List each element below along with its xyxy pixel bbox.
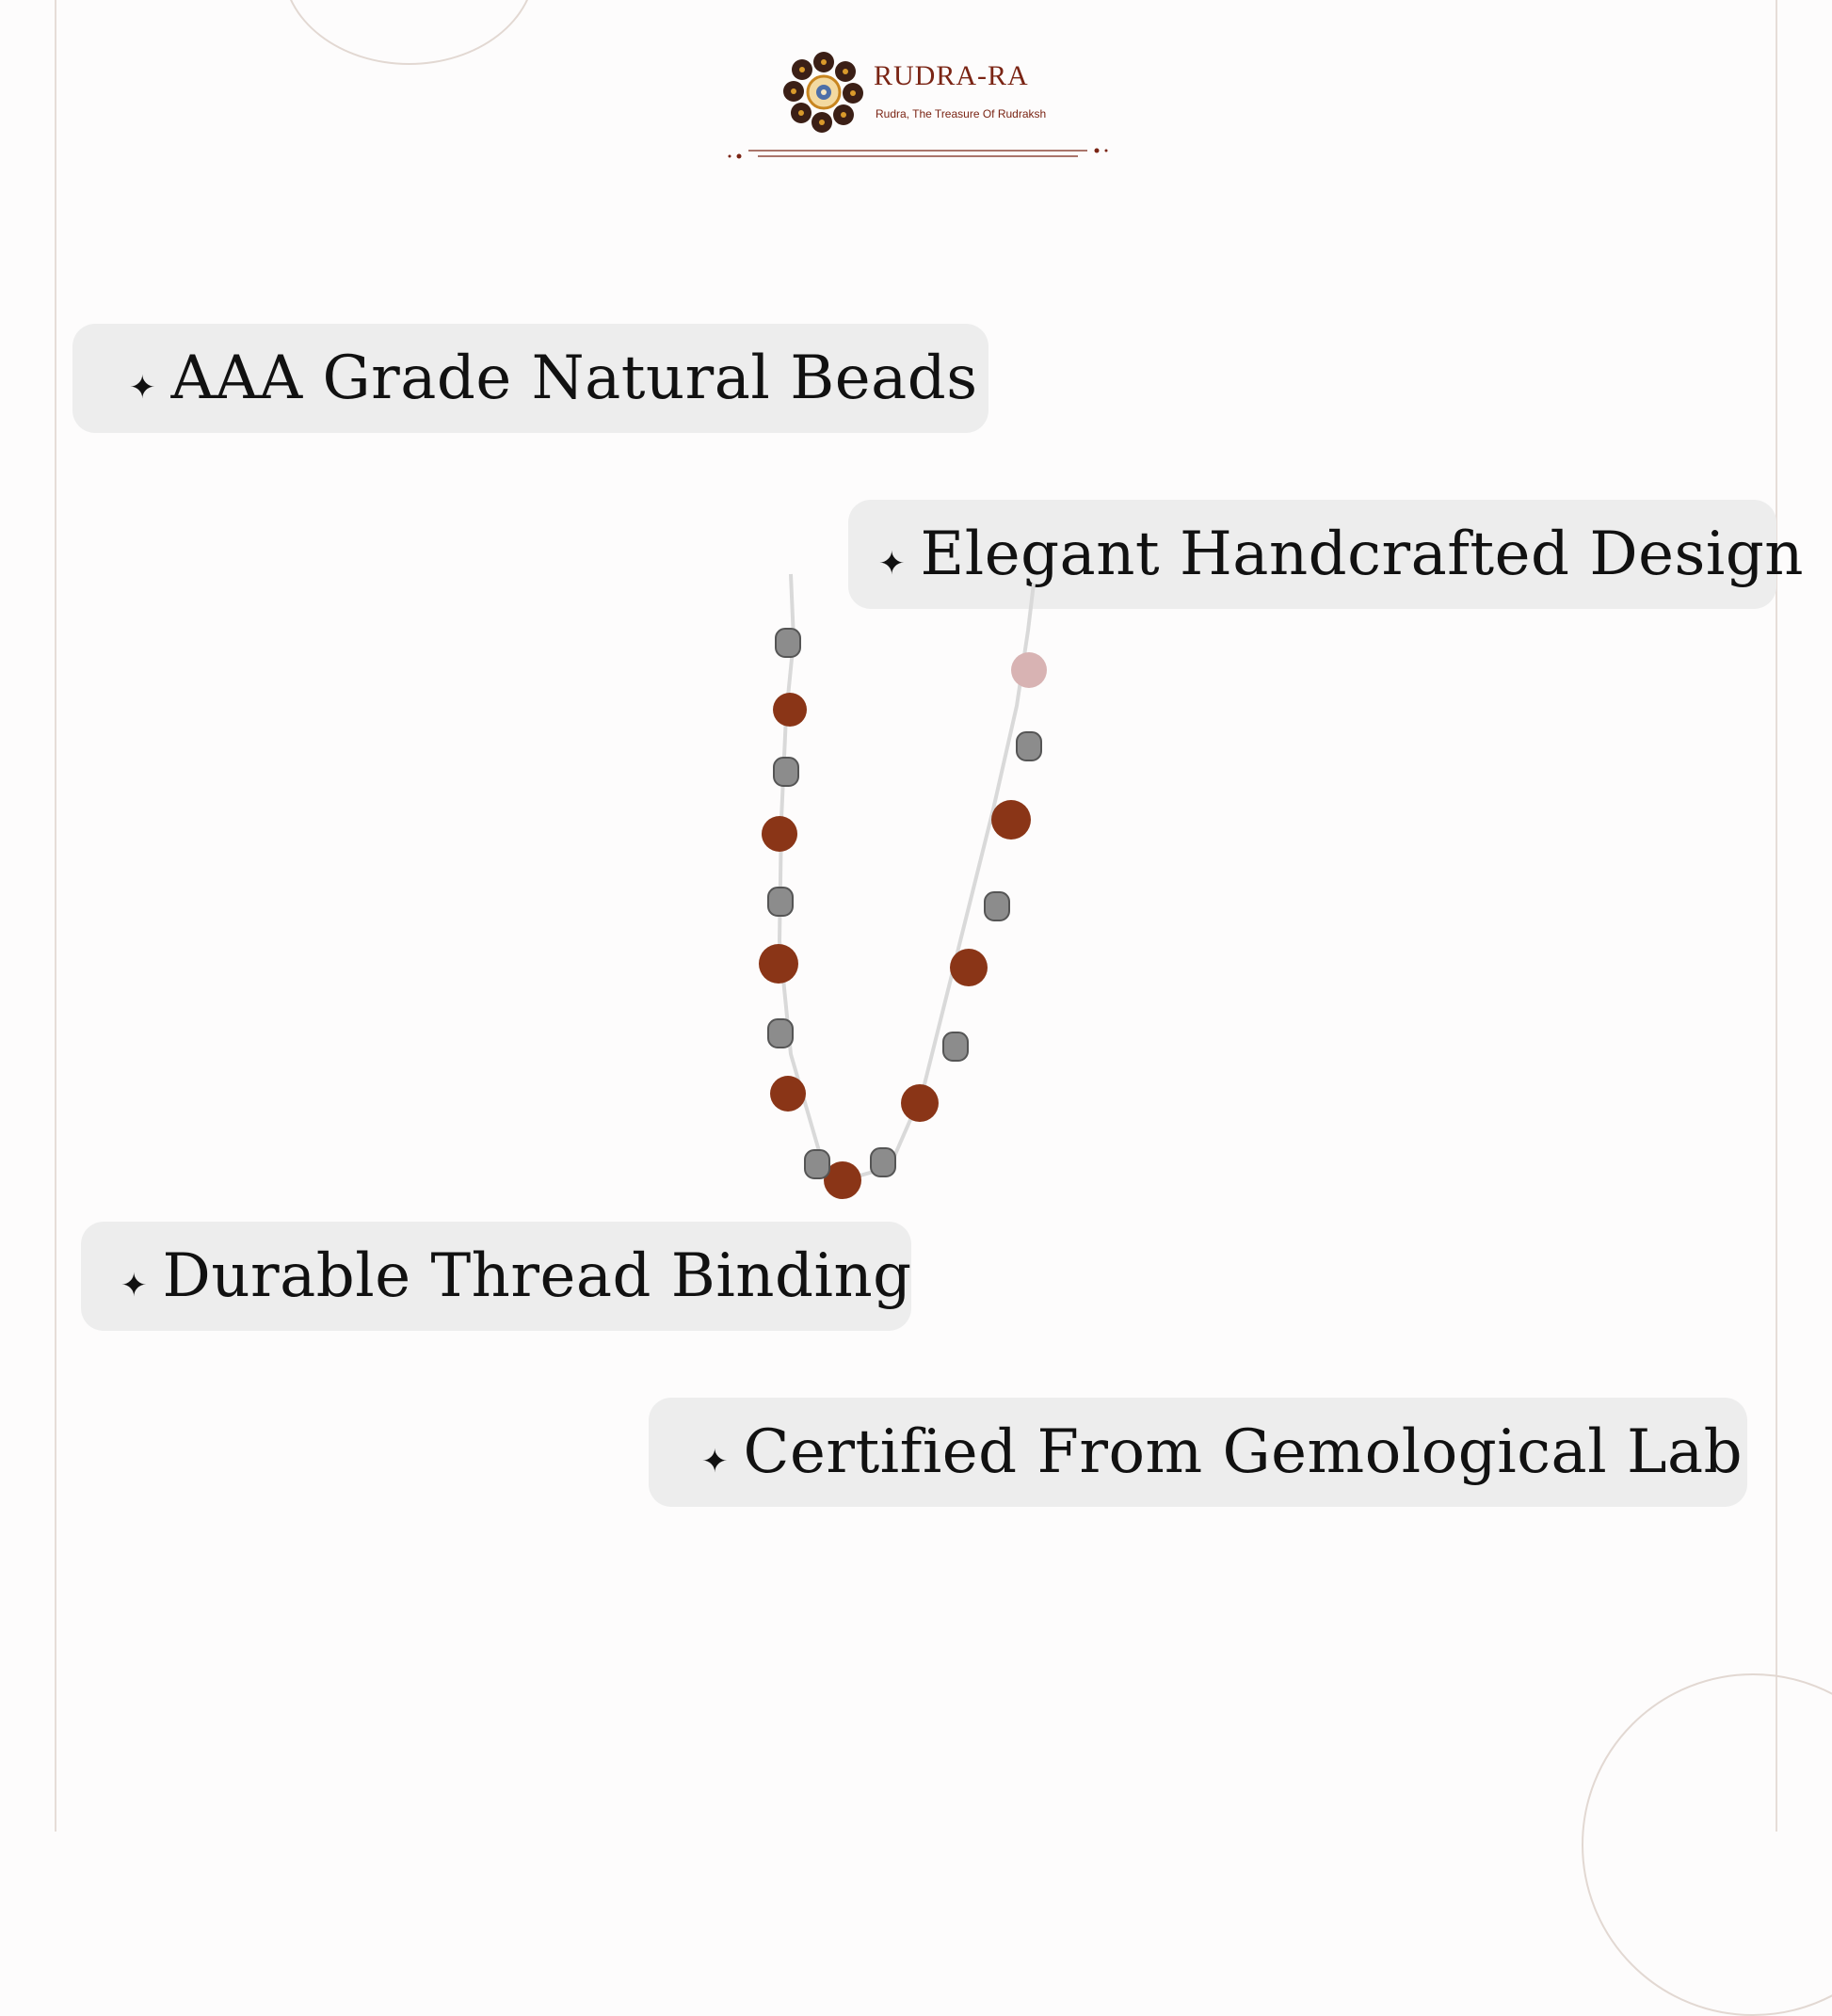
feature-label: AAA Grade Natural Beads <box>170 344 978 413</box>
bottom-decorative-circle <box>1582 1673 1832 2016</box>
top-decorative-circle <box>282 0 536 65</box>
feature-pill-gemological-certification <box>649 1398 1747 1507</box>
four-point-star-icon: ✦ <box>878 545 906 583</box>
four-point-star-icon: ✦ <box>701 1443 729 1480</box>
rudraksh-flower-logo-icon <box>781 49 866 134</box>
feature-label: Durable Thread Binding <box>162 1241 912 1311</box>
logo-divider-ornament <box>720 143 1116 162</box>
four-point-star-icon: ✦ <box>129 369 156 407</box>
right-border-line <box>1776 0 1777 1832</box>
feature-label: Certified From Gemological Lab <box>743 1417 1744 1487</box>
brand-logo <box>781 49 1064 134</box>
brand-tagline: Rudra, The Treasure Of Rudraksh <box>876 107 1047 120</box>
four-point-star-icon: ✦ <box>121 1267 148 1304</box>
feature-pill-natural-beads <box>72 324 988 433</box>
rudraksh-mala-product-image <box>734 565 1092 1224</box>
brand-name: RUDRA-RA <box>874 60 1029 91</box>
feature-pill-thread-binding <box>81 1222 911 1331</box>
feature-label: Elegant Handcrafted Design <box>920 520 1804 589</box>
left-border-line <box>55 0 56 1832</box>
